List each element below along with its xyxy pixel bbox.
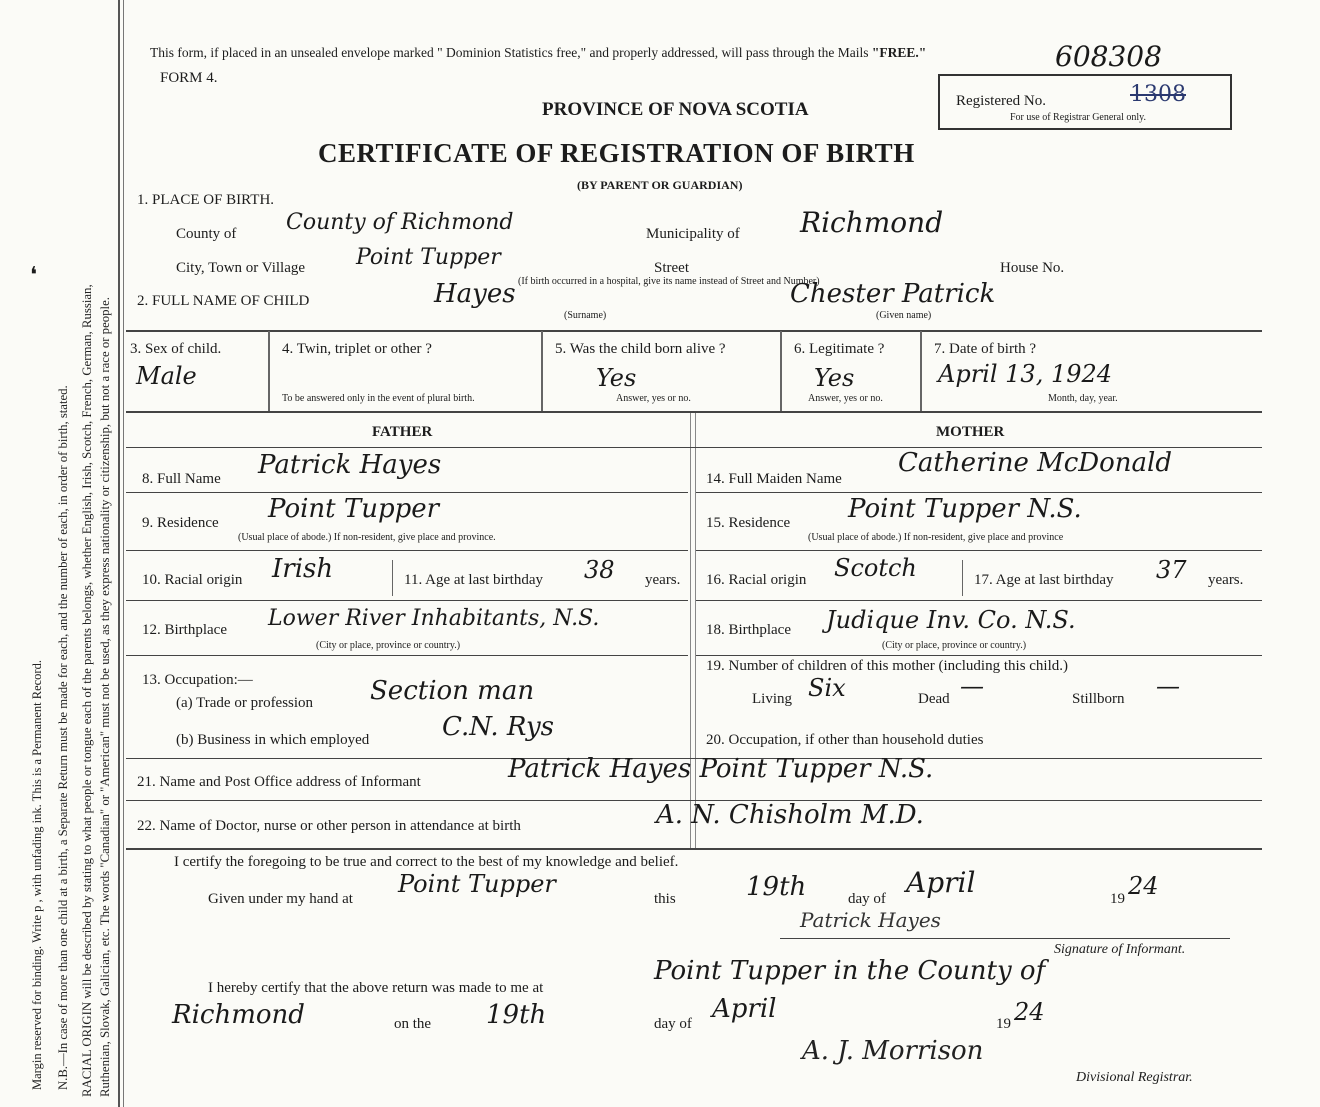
mother-res-note: (Usual place of abode.) If non-resident, give place and province [808, 532, 1064, 543]
father-years: years. [645, 572, 681, 588]
living-value: Six [808, 674, 846, 702]
doctor-label: 22. Name of Doctor, nurse or other person in attendance at birth [137, 818, 521, 834]
given-place: Point Tupper [398, 870, 556, 898]
mother-race-divider [962, 560, 963, 596]
child-surname: Hayes [434, 279, 516, 309]
row3-bottom-rule [126, 411, 1262, 413]
place-label: 1. PLACE OF BIRTH. [137, 192, 275, 208]
mother-heading: MOTHER [936, 424, 1005, 440]
twin-label: 4. Twin, triplet or other ? [282, 341, 432, 357]
registration-month: April [712, 994, 777, 1024]
on-label: on the [394, 1016, 432, 1032]
registered-number: 1308 [1130, 82, 1186, 107]
doctor-rule [126, 848, 1262, 850]
mother-residence: Point Tupper N.S. [848, 494, 1082, 524]
margin-note-4: Ruthenian, Slovak, Galician, etc. The words "Canadian" or "American" must not be used, as they express nationality or citizenship, but not a race or people. [98, 297, 112, 1097]
stillborn-value: — [1156, 672, 1180, 700]
legit-value: Yes [814, 364, 855, 392]
business-label: (b) Business in which employed [176, 732, 370, 748]
mother-res-rule [696, 550, 1262, 551]
father-age: 38 [584, 556, 615, 584]
dob-value: April 13, 1924 [938, 360, 1113, 388]
mother-race-rule [696, 600, 1262, 601]
row3-divider-3 [780, 331, 782, 411]
business-value: C.N. Rys [442, 712, 554, 742]
margin-note-2: N.B.—In case of more than one child at a birth, a Separate Return must be made for each, and the number of each, in order of birth, stated. [56, 385, 70, 1090]
this-label: this [654, 891, 676, 907]
father-race-rule [126, 600, 688, 601]
county-label: County of [176, 226, 237, 242]
parents-center-divider [690, 413, 691, 850]
dob-label: 7. Date of birth ? [934, 341, 1037, 357]
mother-name: Catherine McDonald [898, 448, 1173, 478]
informant-signature: Patrick Hayes [800, 908, 941, 932]
sex-value: Male [136, 362, 197, 390]
page-title: CERTIFICATE OF REGISTRATION OF BIRTH [318, 138, 915, 168]
father-name-label: 8. Full Name [142, 471, 221, 487]
province-title: PROVINCE OF NOVA SCOTIA [542, 99, 809, 120]
left-border-inner [123, 0, 124, 1107]
child-name-label: 2. FULL NAME OF CHILD [137, 293, 310, 309]
mother-bp-rule [696, 655, 1262, 656]
cert-statement: I certify the foregoing to be true and correct to the best of my knowledge and belief. [174, 854, 679, 870]
occupation-label: 13. Occupation:— [142, 672, 253, 688]
informant-signature-rule [780, 938, 1230, 939]
row3-divider-1 [268, 331, 270, 411]
given-caption: (Given name) [876, 310, 932, 321]
mother-years: years. [1208, 572, 1244, 588]
registered-box [938, 74, 1232, 130]
dead-label: Dead [918, 691, 950, 707]
father-bp-rule [126, 655, 688, 656]
alive-label: 5. Was the child born alive ? [555, 341, 726, 357]
father-age-label: 11. Age at last birthday [404, 572, 543, 588]
living-label: Living [752, 691, 792, 707]
mother-birthplace: Judique Inv. Co. N.S. [826, 606, 1076, 634]
form-number: FORM 4. [160, 70, 218, 86]
mother-name-label: 14. Full Maiden Name [706, 471, 842, 487]
mother-race: Scotch [834, 554, 917, 582]
father-race-divider [392, 560, 393, 596]
registration-place: Point Tupper in the County of [654, 956, 1046, 986]
surname-caption: (Surname) [564, 310, 607, 321]
father-name: Patrick Hayes [258, 450, 442, 480]
city-value: Point Tupper [356, 245, 501, 270]
registered-label: Registered No. [956, 93, 1046, 109]
dead-value: — [960, 672, 984, 700]
given-label: Given under my hand at [208, 891, 353, 907]
father-res-note: (Usual place of abode.) If non-resident, give place and province. [238, 532, 496, 543]
registrar-caption: Divisional Registrar. [1076, 1070, 1193, 1085]
street-label: Street [654, 260, 689, 276]
legit-label: 6. Legitimate ? [794, 341, 885, 357]
cert-month: April [906, 866, 976, 899]
row3-divider-4 [920, 331, 922, 411]
father-heading: FATHER [372, 424, 433, 440]
mail-notice: This form, if placed in an unsealed envelope marked " Dominion Statistics free," and properly addressed, will pass through the Mails "FREE." [150, 45, 927, 60]
cert-year-prefix: 19 [1110, 891, 1125, 907]
municipality-label: Municipality of [646, 226, 740, 242]
cert-day: 19th [746, 872, 807, 902]
row3-top-rule [126, 330, 1262, 332]
margin-pen-mark: ❛ [30, 262, 38, 287]
children-label: 19. Number of children of this mother (including this child.) [706, 658, 1069, 674]
file-number: 608308 [1055, 40, 1162, 73]
informant-signature-caption: Signature of Informant. [1054, 942, 1186, 957]
father-res-label: 9. Residence [142, 515, 219, 531]
page-subtitle: (BY PARENT OR GUARDIAN) [577, 178, 743, 192]
registration-county: Richmond [172, 1000, 305, 1030]
father-bp-label: 12. Birthplace [142, 622, 227, 638]
house-label: House No. [1000, 260, 1065, 276]
dob-note: Month, day, year. [1048, 393, 1118, 404]
father-res-rule [126, 550, 688, 551]
registration-day: 19th [486, 1000, 547, 1030]
mother-bp-label: 18. Birthplace [706, 622, 791, 638]
legit-note: Answer, yes or no. [808, 393, 883, 404]
father-residence: Point Tupper [268, 494, 440, 524]
alive-note: Answer, yes or no. [616, 393, 691, 404]
registrar-note: For use of Registrar General only. [1010, 112, 1146, 123]
registration-dayof-label: day of [654, 1016, 692, 1032]
doctor-value: A. N. Chisholm M.D. [656, 800, 924, 830]
father-name-rule [126, 492, 688, 493]
registration-year-prefix: 19 [996, 1016, 1011, 1032]
registration-year: 24 [1014, 998, 1045, 1026]
mother-res-label: 15. Residence [706, 515, 791, 531]
mother-bp-note: (City or place, province or country.) [882, 640, 1027, 651]
parents-center-divider-2 [695, 413, 696, 850]
sex-label: 3. Sex of child. [130, 341, 222, 357]
father-race: Irish [272, 554, 334, 584]
trade-label: (a) Trade or profession [176, 695, 314, 711]
mother-age-label: 17. Age at last birthday [974, 572, 1114, 588]
informant-value: Patrick Hayes Point Tupper N.S. [508, 754, 934, 784]
row3-divider-2 [541, 331, 543, 411]
hospital-note: (If birth occurred in a hospital, give its name instead of Street and Number) [518, 276, 820, 287]
dayof-label: day of [848, 891, 886, 907]
mother-name-rule [696, 492, 1262, 493]
child-given-name: Chester Patrick [790, 279, 996, 309]
mother-race-label: 16. Racial origin [706, 572, 807, 588]
alive-value: Yes [596, 364, 637, 392]
margin-note-3: RACIAL ORIGIN will be described by stating to what people or tongue each of the parents belongs, whether English, Irish, Scotch, French, German, Russian, [80, 284, 94, 1097]
trade-value: Section man [370, 676, 535, 706]
twin-note: To be answered only in the event of plural birth. [282, 393, 475, 404]
city-label: City, Town or Village [176, 260, 306, 276]
municipality-value: Richmond [800, 206, 944, 239]
informant-label: 21. Name and Post Office address of Informant [137, 774, 421, 790]
father-bp-note: (City or place, province or country.) [316, 640, 461, 651]
stillborn-label: Stillborn [1072, 691, 1125, 707]
left-border [118, 0, 120, 1107]
cert-year: 24 [1128, 872, 1159, 900]
county-value: County of Richmond [286, 210, 514, 235]
registrar-statement: I hereby certify that the above return was made to me at [208, 980, 544, 996]
margin-note-1: Margin reserved for binding. Write p , with unfading ink. This is a Permanent Record. [30, 660, 44, 1090]
mother-age: 37 [1156, 556, 1187, 584]
registrar-signature: A. J. Morrison [802, 1036, 984, 1066]
father-race-label: 10. Racial origin [142, 572, 243, 588]
mother-occupation-label: 20. Occupation, if other than household duties [706, 732, 984, 748]
father-birthplace: Lower River Inhabitants, N.S. [268, 606, 600, 631]
